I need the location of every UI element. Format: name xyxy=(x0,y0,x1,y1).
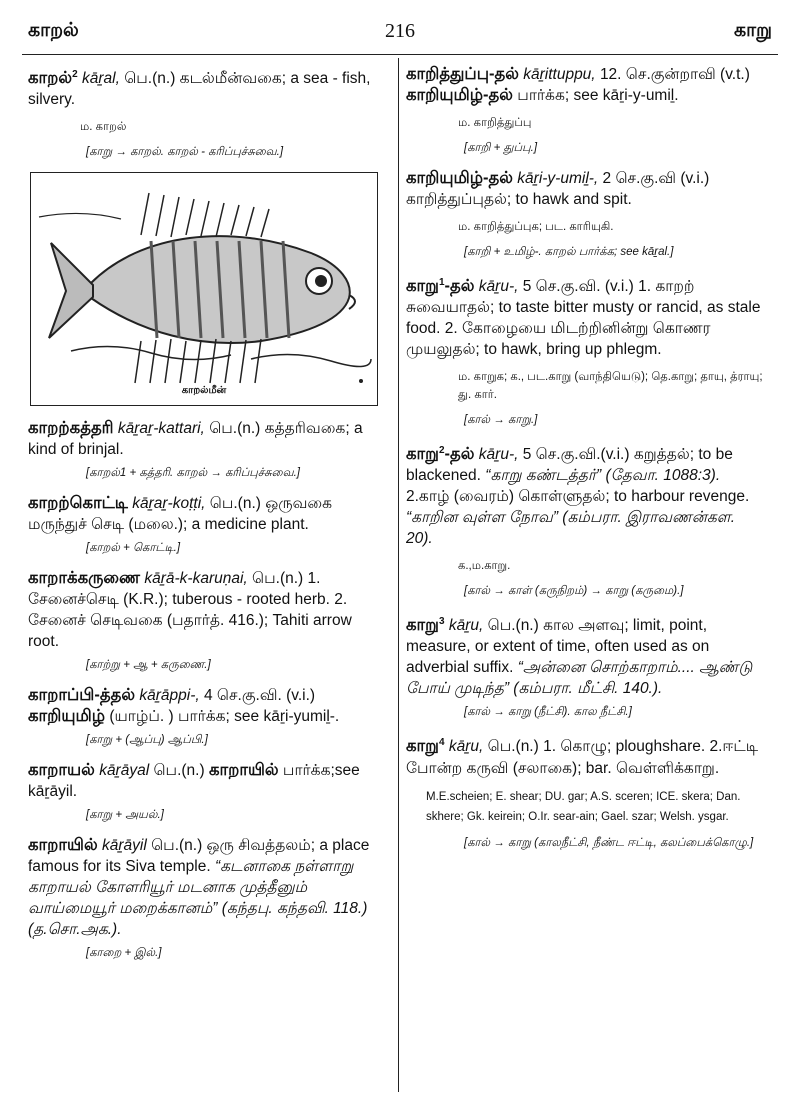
citation: “அன்னை சொற்காறாம்.... ஆண்டு போய் முடிந்த” (கம்பரா. மீட்சி. 140.). xyxy=(406,659,753,698)
cognates: ம. காறுக; க., பட.காறு (வாந்தியெடு); தெ.காறு; தாயு, த்ராயு; து. கார். xyxy=(458,371,763,402)
definition: பெ.(n.) ஒருவகை மருந்துச் செடி (மலை.); a medicine plant. xyxy=(28,495,332,534)
transliteration: kāṟal, xyxy=(81,70,120,88)
etymology: [காறல்1 + கத்தரி. காறல் → கரிப்புச்சுவை.] xyxy=(86,467,300,480)
definition: பெ.(n.) கடல்மீன்வகை; a sea - fish, silvery. xyxy=(28,70,371,109)
definition: 2 செ.கு.வி (v.i.) காறித்துப்புதல்; to hawk and spit. xyxy=(406,170,710,208)
dictionary-entry xyxy=(28,835,386,940)
sense-number: 4 xyxy=(438,737,445,749)
dictionary-entry xyxy=(28,760,386,802)
etymology: [காறி + உமிழ்-. காறல் பார்க்க; see kāṟal.] xyxy=(464,246,674,258)
etymology: [காறல் + கொட்டி.] xyxy=(86,542,181,555)
transliteration: kāṟi-y-umiḻ-, xyxy=(517,170,599,187)
header-rule xyxy=(22,54,778,55)
definition: 4 செ.கு.வி. (v.i.) xyxy=(203,687,316,705)
left-column xyxy=(28,64,386,1090)
figure-caption: காறல்மீன் xyxy=(181,385,227,397)
etymology: [கால் → காறு (காலநீட்சி, நீண்ட ஈட்டி, கலப்பைக்கொழு.] xyxy=(464,836,754,849)
transliteration: kāṟu-, xyxy=(478,278,519,296)
dictionary-entry xyxy=(406,440,766,549)
cross-reference: காறாயில் xyxy=(208,761,279,780)
dictionary-entry xyxy=(28,685,386,727)
headword: காறு xyxy=(406,445,439,464)
headword: காறாப்பி-த்தல் xyxy=(28,686,136,705)
dictionary-entry xyxy=(28,418,386,460)
headword: காறியுமிழ்-தல் xyxy=(406,169,513,187)
headword: காறற்கொட்டி xyxy=(28,494,128,513)
definition-continued: பார்க்க;see kāṟāyil. xyxy=(28,762,360,801)
transliteration: kāṟā-k-karuṇai, xyxy=(144,570,248,588)
etymology: [கால் → காறு (நீட்சி). கால நீட்சி.] xyxy=(464,706,632,719)
definition: பெ.(n.) 1. கொழு; ploughshare. 2.ஈட்டி போன்ற கருவி (சலாகை); bar. வெள்ளிக்காறு. xyxy=(406,738,759,777)
dictionary-entry xyxy=(28,64,386,110)
headword: காறு xyxy=(406,616,439,635)
cognates: M.E.scheien; E. shear; DU. gar; A.S. sceren; ICE. skera; Dan. skhere; Gk. keirein; O.Ir. sear-ain; Gael. szar; Welsh. ysgar. xyxy=(426,790,741,823)
etymology: [காறு + (ஆப்பு) ஆப்பி.] xyxy=(86,734,208,747)
transliteration: kāṟāppi-, xyxy=(139,687,200,705)
page-number: 216 xyxy=(385,20,415,42)
transliteration: kāṟu, xyxy=(448,738,484,756)
fish-figure xyxy=(30,172,378,406)
right-column xyxy=(406,64,766,1090)
cognates: ம. காறல் xyxy=(80,121,127,134)
etymology: [காறு → காறல். காறல் - கரிப்புச்சுவை.] xyxy=(86,146,284,159)
headword: காறாக்கருணை xyxy=(28,569,141,588)
definition-continued: 2.காழ் (வைரம்) கொள்ளுதல்; to harbour revenge. xyxy=(406,488,750,506)
cognates: ம. காறித்துப்பு xyxy=(458,117,532,129)
running-head-right: காறு xyxy=(734,20,772,41)
definition-continued: (யாழ்ப். ) பார்க்க; see kāṟi-yumiḻ-. xyxy=(109,708,340,726)
etymology: [காறு + அயல்.] xyxy=(86,809,164,822)
definition: பெ.(n.) கத்தரிவகை; a kind of brinjal. xyxy=(28,420,363,459)
headword: காறித்துப்பு-தல் xyxy=(406,65,519,83)
transliteration: kāṟu-, xyxy=(478,446,519,464)
cross-reference: காறியுமிழ்-தல் xyxy=(406,86,513,104)
definition: பெ.(n.) xyxy=(153,762,205,780)
fish-illustration xyxy=(31,173,377,405)
dictionary-entry xyxy=(406,168,766,210)
etymology: [காறி + துப்பு.] xyxy=(464,142,538,154)
citation: “காறின வுள்ள நோவ” (கம்பரா. இராவணன்கள. 20). xyxy=(406,509,736,548)
dictionary-entry xyxy=(406,64,766,106)
definition: 12. செ.குன்றாவி (v.t.) xyxy=(599,66,750,83)
headword: காறாயல் xyxy=(28,761,95,780)
sense-number: 3 xyxy=(438,616,445,628)
definition: பெ.(n.) ஒரு சிவத்தலம்; a place famous for its Siva temple. xyxy=(28,837,370,876)
headword: காறு xyxy=(406,277,439,296)
running-head-left: காறல் xyxy=(28,20,79,41)
dictionary-entry xyxy=(406,732,766,778)
transliteration: kāṟu, xyxy=(448,617,484,635)
citation: “கடனாகை நள்ளாறு காறாயல் கோளரியூர் மடனாக முத்தீனும் வாய்மையூர் மறைக்கானம்” (கந்தபு. கந்தவி. 118.) (த.சொ.அக.). xyxy=(28,858,368,939)
cross-reference: காறியுமிழ் xyxy=(28,707,106,726)
headword-suffix: -தல் xyxy=(444,277,475,296)
dictionary-entry xyxy=(406,272,766,360)
headword: காறல் xyxy=(28,69,73,88)
sense-number: 2 xyxy=(438,445,445,457)
definition: 5 செ.கு.வி. (v.i.) 1. காறற் சுவையாதல்; to taste bitter musty or rancid, as stale food. 2. கோழையை மிடற்றினின்று கொணர முயலுதல்; to hawk, bring up phlegm. xyxy=(406,278,761,359)
headword: காறற்கத்தரி xyxy=(28,419,114,438)
transliteration: kāṟaṟ-kattari, xyxy=(117,420,205,438)
etymology: [கால் → காள் (கருநிறம்) → காறு (கருமை).] xyxy=(464,585,684,598)
etymology: [கால் → காறு.] xyxy=(464,414,538,427)
headword: காறு xyxy=(406,737,439,756)
transliteration: kāṟāyal xyxy=(99,762,150,780)
transliteration: kāṟittuppu, xyxy=(523,66,596,83)
cognates: க.,ம.காறு. xyxy=(458,560,511,573)
column-divider xyxy=(398,58,399,1092)
page-header xyxy=(28,20,772,50)
etymology: [காறை + இல்.] xyxy=(86,947,162,960)
transliteration: kāṟaṟ-koṭṭi, xyxy=(132,495,206,513)
cognates: ம. காறித்துப்புக; பட. காரியுகி. xyxy=(458,221,614,233)
headword: காறாயில் xyxy=(28,836,98,855)
sense-number: 1 xyxy=(438,277,445,288)
etymology: [காற்று + ஆ + கருணை.] xyxy=(86,659,211,672)
citation: “காறு கண்டத்தர்” (தேவா. 1088:3). xyxy=(485,467,721,485)
transliteration: kāṟāyil xyxy=(101,837,147,855)
dictionary-entry xyxy=(406,611,766,699)
definition-continued: பார்க்க; see kāṟi-y-umiḻ. xyxy=(517,87,679,104)
sense-number: 2 xyxy=(72,69,78,80)
definition: பெ.(n.) 1. சேனைச்செடி (K.R.); tuberous - rooted herb. 2. சேனைச் செடிவகை (பதார்த். 416.); Tahiti arrow root. xyxy=(28,570,352,651)
headword-suffix: -தல் xyxy=(444,445,475,464)
dictionary-entry xyxy=(28,568,386,652)
definition: பெ.(n.) கால அளவு; limit, point, measure, or extent of time, often used as on adverbial suffix. xyxy=(406,617,710,677)
definition: 5 செ.கு.வி.(v.i.) கறுத்தல்; to be blackened. xyxy=(406,446,733,485)
dictionary-entry xyxy=(28,493,386,535)
